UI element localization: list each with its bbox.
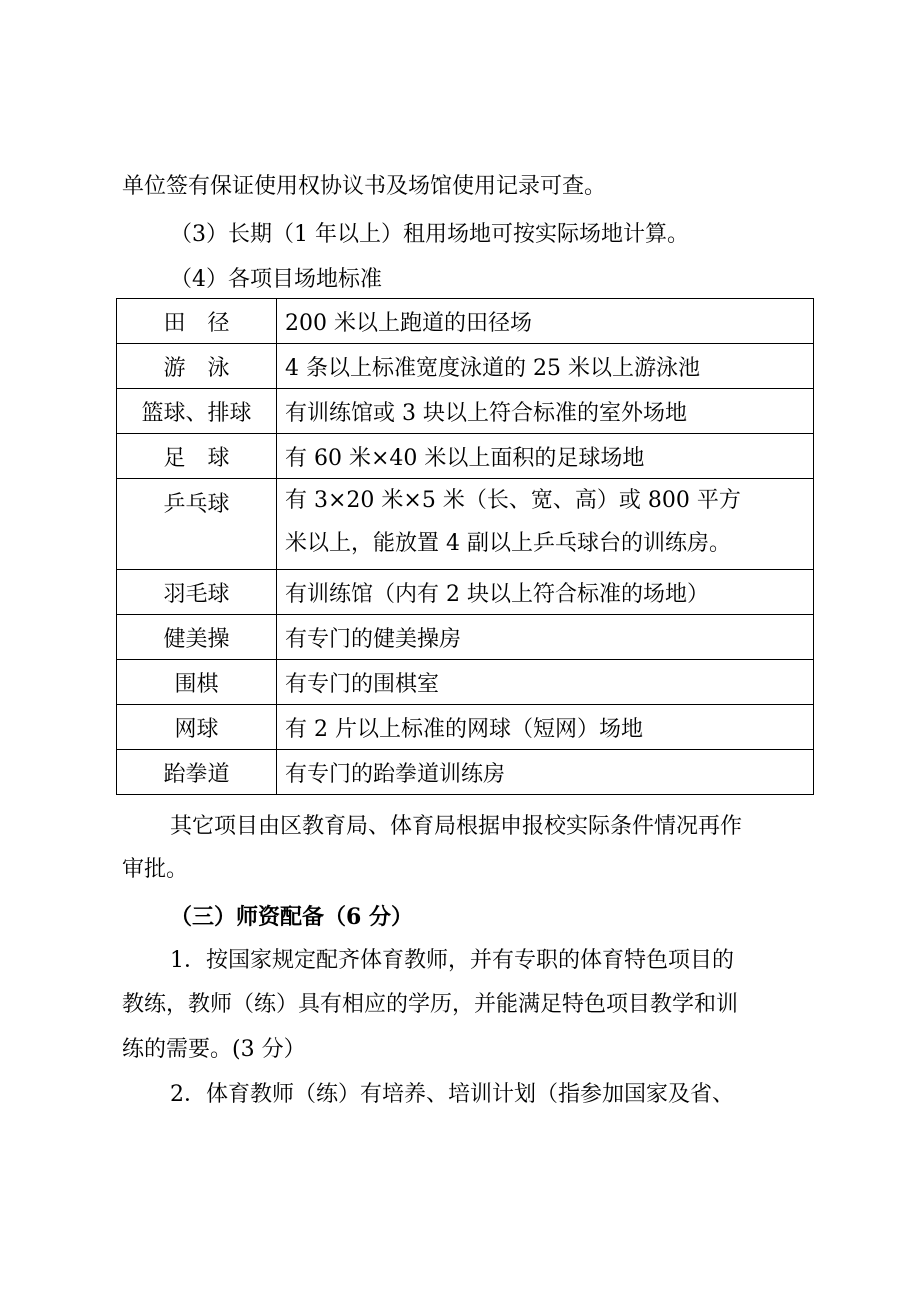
table-row [117, 705, 814, 750]
paragraph-text: 教练，教师（练）具有相应的学历，并能满足特色项目教学和训 [122, 992, 739, 1017]
standard-cell: 有训练馆（内有 2 块以上符合标准的场地） [277, 570, 814, 615]
table-row [117, 299, 814, 344]
sport-cell: 围棋 [117, 660, 277, 705]
sport-cell: 健美操 [117, 615, 277, 660]
standard-line: 有 3×20 米×5 米（长、宽、高）或 800 平方 [285, 488, 741, 513]
table-row [117, 479, 814, 570]
section-heading: （三）师资配备（6 分） [170, 904, 413, 930]
paragraph-text: （4）各项目场地标准 [170, 267, 382, 292]
table-row [117, 615, 814, 660]
standard-line: 米以上，能放置 4 副以上乒乓球台的训练房。 [285, 531, 731, 556]
standard-cell: 有专门的围棋室 [277, 660, 814, 705]
sport-cell: 游 泳 [117, 344, 277, 389]
paragraph-text: 审批。 [122, 857, 189, 882]
table-row [117, 570, 814, 615]
standard-cell: 有 60 米×40 米以上面积的足球场地 [277, 434, 814, 479]
paragraph-text: 练的需要。(3 分） [122, 1037, 306, 1062]
table-row [117, 389, 814, 434]
standard-cell: 有 2 片以上标准的网球（短网）场地 [277, 705, 814, 750]
paragraph-text: 1．按国家规定配齐体育教师，并有专职的体育特色项目的 [170, 948, 734, 973]
standard-cell [277, 479, 814, 570]
paragraph-text: （3）长期（1 年以上）租用场地可按实际场地计算。 [170, 222, 689, 247]
paragraph-text: 2．体育教师（练）有培养、培训计划（指参加国家及省、 [170, 1082, 734, 1107]
paragraph-text: 其它项目由区教育局、体育局根据申报校实际条件情况再作 [170, 814, 743, 839]
standard-cell: 4 条以上标准宽度泳道的 25 米以上游泳池 [277, 344, 814, 389]
sport-cell: 乒乓球 [117, 479, 277, 570]
sport-cell: 田 径 [117, 299, 277, 344]
standard-cell: 有专门的健美操房 [277, 615, 814, 660]
table-row [117, 660, 814, 705]
table-row [117, 434, 814, 479]
sport-cell: 网球 [117, 705, 277, 750]
table-row [117, 344, 814, 389]
venue-standards-table [116, 298, 814, 795]
sport-cell: 足 球 [117, 434, 277, 479]
paragraph-text: 单位签有保证使用权协议书及场馆使用记录可查。 [122, 174, 607, 199]
standard-cell: 200 米以上跑道的田径场 [277, 299, 814, 344]
sport-cell: 羽毛球 [117, 570, 277, 615]
sport-cell: 篮球、排球 [117, 389, 277, 434]
standard-cell: 有训练馆或 3 块以上符合标准的室外场地 [277, 389, 814, 434]
sport-cell: 跆拳道 [117, 750, 277, 795]
table-row [117, 750, 814, 795]
standard-cell: 有专门的跆拳道训练房 [277, 750, 814, 795]
